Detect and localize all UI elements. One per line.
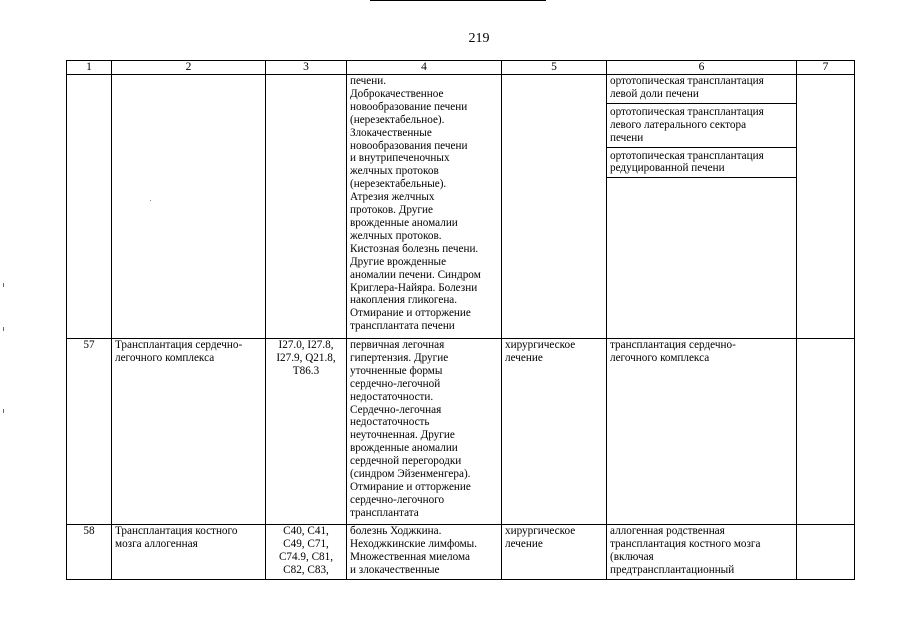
service-name-text: Трансплантация костного мозга аллогенная [115,525,238,550]
diagnosis-text: печени. Доброкачественное новообразование печени (нерезектабельное). Злокачественные новообразования печени и внутрипеченочных желчных протоков (нерезектабельные). Атрезия желчных протоков. Другие врожденные аномалии желчных протоков. Кистозная болезнь печени. Другие врожденные аномалии печени. Синдром Криглера-Найяра. Болезни накопления гликогена. Отмирание и отторжение трансплантата печени [350,75,481,333]
icd-codes-text: C40, C41, C49, C71, C74.9, C81, C82, C83, [278,525,334,576]
table-row-57 [67,339,855,525]
service-name-cell [112,75,266,339]
diagnosis-text: болезнь Ходжкина. Неходжкинские лимфомы. Множественная миелома и злокачественные [350,525,477,576]
icd-codes-cell [266,339,347,525]
icd-codes-cell [266,75,347,339]
col7-cell [797,75,855,339]
method-entry: ортотопическая трансплантация левого латерального сектора печени [607,104,796,148]
icd-codes-cell [266,525,347,580]
column-number: 3 [266,61,347,75]
scan-mark [3,283,4,287]
row-number-cell [67,75,112,339]
method-entry: ортотопическая трансплантация редуцированной печени [607,148,796,179]
col7-cell [797,339,855,525]
treatment-method-cell [607,75,797,339]
page-number: 219 [468,31,490,46]
row-number-cell: 58 [67,525,112,580]
scan-mark [3,409,4,413]
treatment-type-cell [502,339,607,525]
column-number: 6 [607,61,797,75]
service-name-cell [112,525,266,580]
top-rule [370,0,546,1]
col7-cell [797,525,855,580]
table-row-continuation [67,75,855,339]
diagnosis-cell [347,525,502,580]
treatment-method-cell [607,339,797,525]
diagnosis-cell [347,339,502,525]
service-name-text: Трансплантация сердечно- легочного комплекса [115,339,243,364]
treatment-method-text: аллогенная родственная трансплантация костного мозга (включая предтрансплантационный [610,525,761,576]
scan-mark [3,327,4,331]
treatment-method-cell [607,525,797,580]
column-number-row [67,61,855,75]
table-row-58 [67,525,855,580]
treatment-type-cell [502,75,607,339]
service-name-cell [112,339,266,525]
diagnosis-text: первичная легочная гипертензия. Другие уточненные формы сердечно-легочной недостаточности. Сердечно-легочная недостаточность неуточненная. Другие врожденные аномалии сердечной перегородки (синдром Эйзенменгера). Отмирание и отторжение сердечно-легочного трансплантата [350,339,471,519]
column-number: 7 [797,61,855,75]
treatment-type-text: хирургическое лечение [505,525,576,550]
method-entry: ортотопическая трансплантация левой доли печени [607,75,796,104]
services-table [66,60,855,580]
icd-codes-text: I27.0, I27.8, I27.9, Q21.8, T86.3 [276,339,336,377]
treatment-method-text: трансплантация сердечно- легочного комплекса [610,339,736,364]
diagnosis-cell [347,75,502,339]
treatment-type-text: хирургическое лечение [505,339,576,364]
row-number-cell: 57 [67,339,112,525]
column-number: 4 [347,61,502,75]
column-number: 1 [67,61,112,75]
treatment-type-cell [502,525,607,580]
column-number: 5 [502,61,607,75]
column-number: 2 [112,61,266,75]
